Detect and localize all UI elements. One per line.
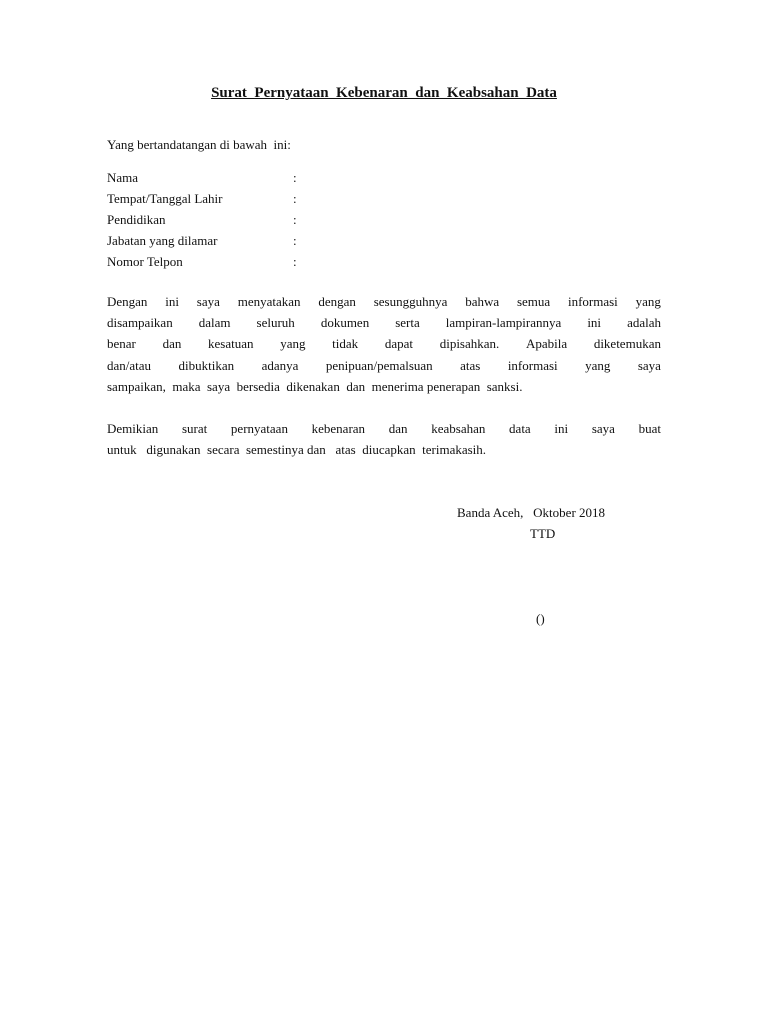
identity-fields bbox=[107, 167, 407, 272]
paragraph-word: dalam bbox=[198, 315, 231, 331]
signature-place-date: Banda Aceh, Oktober 2018 bbox=[457, 505, 606, 520]
field-row-pendidikan bbox=[107, 209, 407, 230]
paragraph-word: dan bbox=[162, 336, 182, 352]
paragraph-word: dapat bbox=[384, 336, 414, 352]
paragraph-word: saya bbox=[637, 357, 661, 373]
paragraph-word: benar bbox=[107, 336, 136, 352]
paragraph-word: dengan bbox=[318, 294, 356, 309]
paragraph-word: menyatakan bbox=[237, 294, 301, 309]
paragraph-line bbox=[107, 312, 661, 333]
paragraph-word: semua bbox=[516, 294, 551, 309]
paragraph-word: buat bbox=[638, 421, 661, 436]
field-row-jabatan bbox=[107, 230, 407, 251]
paragraph-word: ini bbox=[587, 315, 602, 331]
paragraph-word: ini bbox=[554, 421, 569, 436]
paragraph-word: sesungguhnya bbox=[373, 294, 448, 309]
paragraph-word: seluruh bbox=[256, 315, 295, 331]
paragraph-word: yang bbox=[585, 357, 611, 373]
paragraph-line: sampaikan, maka saya bersedia dikenakan dan menerima penerapan sanksi. bbox=[107, 378, 523, 394]
field-colon: : bbox=[293, 233, 297, 248]
paragraph-word: informasi bbox=[507, 357, 558, 373]
paragraph-word: dan/atau bbox=[107, 357, 152, 373]
field-row-tempat-tanggal-lahir bbox=[107, 188, 407, 209]
paragraph-word: dan bbox=[388, 421, 408, 436]
paragraph-word: yang bbox=[635, 294, 661, 309]
paragraph-word: dokumen bbox=[320, 315, 370, 331]
paragraph-line: untuk digunakan secara semestinya dan atas diucapkan terimakasih. bbox=[107, 442, 487, 458]
field-colon: : bbox=[293, 170, 297, 185]
paragraph-word: surat bbox=[181, 421, 208, 436]
paragraph-word: saya bbox=[196, 294, 220, 309]
paragraph-line bbox=[107, 333, 661, 354]
paragraph-word: serta bbox=[395, 315, 420, 331]
signature-name-placeholder: () bbox=[536, 611, 545, 626]
paragraph-word: kebenaran bbox=[311, 421, 366, 436]
paragraph-word: tidak bbox=[332, 336, 359, 352]
field-colon: : bbox=[293, 212, 297, 227]
paragraph-line bbox=[107, 291, 661, 312]
paragraph-word: disampaikan bbox=[107, 315, 173, 331]
paragraph-word: Dengan bbox=[107, 294, 148, 309]
paragraph-line bbox=[107, 418, 661, 439]
paragraph-word: bahwa bbox=[465, 294, 500, 309]
paragraph-word: adalah bbox=[627, 315, 661, 331]
paragraph-word: data bbox=[509, 421, 531, 436]
paragraph-word: Demikian bbox=[107, 421, 159, 436]
paragraph-word: saya bbox=[591, 421, 615, 436]
paragraph-word: dibuktikan bbox=[178, 357, 235, 373]
field-colon: : bbox=[293, 191, 297, 206]
paragraph-word: penipuan/pemalsuan bbox=[325, 357, 433, 373]
paragraph-word: pernyataan bbox=[230, 421, 288, 436]
paragraph-line bbox=[107, 355, 661, 376]
field-label: Nama bbox=[107, 170, 139, 185]
paragraph-word: yang bbox=[280, 336, 306, 352]
field-label: Nomor Telpon bbox=[107, 254, 183, 269]
closing-paragraph bbox=[107, 418, 661, 460]
paragraph-word: keabsahan bbox=[431, 421, 486, 436]
field-label: Pendidikan bbox=[107, 212, 166, 227]
paragraph-word: adanya bbox=[261, 357, 299, 373]
document-title: Surat Pernyataan Kebenaran dan Keabsahan Data bbox=[211, 85, 557, 101]
field-label: Jabatan yang dilamar bbox=[107, 233, 218, 248]
field-row-nomor-telpon bbox=[107, 251, 407, 272]
field-label: Tempat/Tanggal Lahir bbox=[107, 191, 223, 206]
paragraph-word: kesatuan bbox=[208, 336, 254, 352]
paragraph-word: dipisahkan. bbox=[439, 336, 500, 352]
statement-paragraph bbox=[107, 291, 661, 397]
intro-text: Yang bertandatangan di bawah ini: bbox=[107, 137, 291, 152]
signature-ttd: TTD bbox=[530, 526, 556, 541]
paragraph-word: diketemukan bbox=[593, 336, 661, 352]
paragraph-word: atas bbox=[460, 357, 481, 373]
paragraph-word: ini bbox=[165, 294, 179, 309]
field-colon: : bbox=[293, 254, 297, 269]
field-row-nama bbox=[107, 167, 407, 188]
paragraph-word: Apabila bbox=[525, 336, 568, 352]
paragraph-word: informasi bbox=[567, 294, 618, 309]
paragraph-word: lampiran-lampirannya bbox=[445, 315, 562, 331]
